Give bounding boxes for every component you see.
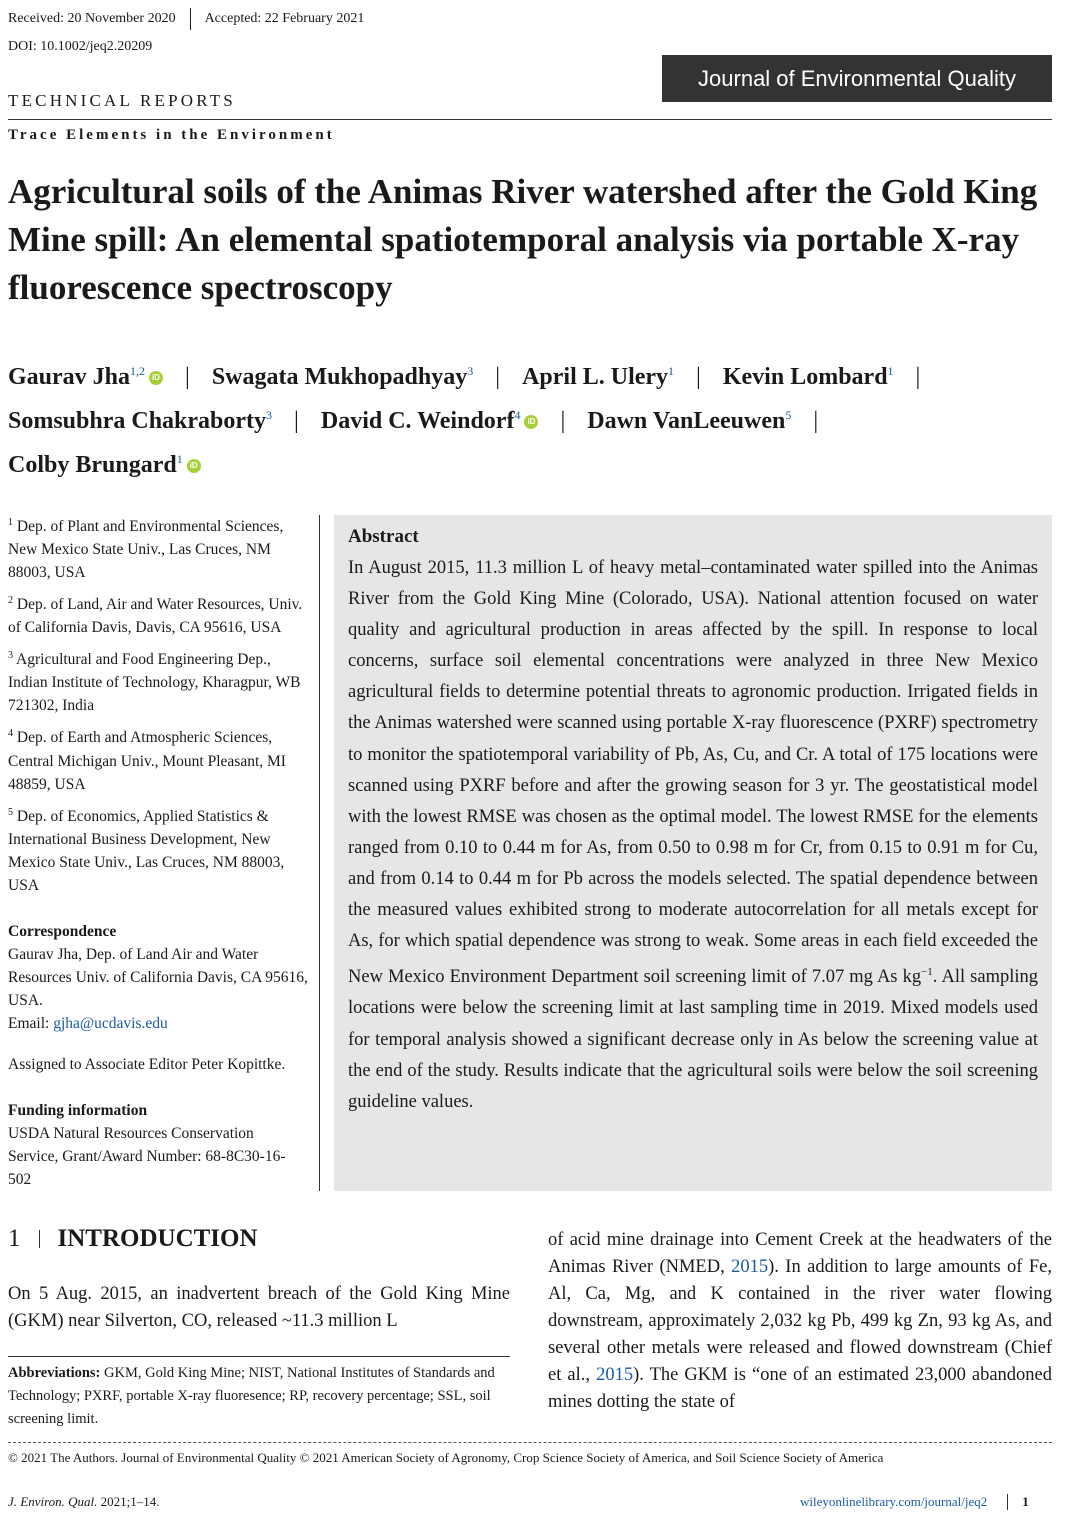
affiliation: $^5$ Dep. of Economics, Applied Statistics & International Business Development, New Mexico State Univ., Las Cruces, NM 88003, USA <box>8 806 285 894</box>
orcid-icon[interactable]: iD <box>187 459 201 473</box>
sidebar-info <box>8 511 308 1196</box>
author[interactable]: David C. Weindorf$^4$ iD <box>321 396 539 440</box>
associate-editor: Assigned to Associate Editor Peter Kopittke. <box>8 1055 286 1073</box>
author-separator: | <box>495 364 501 390</box>
journal-url-link[interactable]: wileyonlinelibrary.com/journal/jeq2 <box>800 1494 988 1509</box>
footer-right <box>800 1494 1029 1510</box>
author-list <box>8 352 1058 484</box>
intro-paragraph-left: On 5 Aug. 2015, an inadvertent breach of the Gold King Mine (GKM) near Silverton, CO, released ~11.3 million L <box>8 1284 510 1331</box>
author[interactable]: Swagata Mukhopadhyay$^3$ <box>211 364 474 390</box>
affiliation: $^4$ Dep. of Earth and Atmospheric Sciences, Central Michigan Univ., Mount Pleasant, MI 48859, USA <box>8 728 286 793</box>
affiliation: $^1$ Dep. of Plant and Environmental Sciences, New Mexico State Univ., Las Cruces, NM 88003, USA <box>8 517 284 582</box>
citation-link[interactable]: 2015 <box>731 1257 769 1277</box>
abbreviations: Abbreviations: GKM, Gold King Mine; NIST, National Institutes of Standards and Technology; PXRF, portable X-ray fluoresence; RP, recovery percentage; SSL, soil screening limit. <box>8 1365 495 1427</box>
correspondence-heading: Correspondence <box>8 922 117 940</box>
doi: DOI: 10.1002/jeq2.20209 <box>8 39 153 54</box>
affiliation: $^2$ Dep. of Land, Air and Water Resources, Univ. of California Davis, Davis, CA 95616, USA <box>8 595 303 637</box>
author[interactable]: Gaurav Jha$^{1,2}$ iD <box>8 352 163 396</box>
orcid-icon[interactable]: iD <box>524 415 538 429</box>
citation-link[interactable]: 2015 <box>596 1365 634 1385</box>
article-title: Agricultural soils of the Animas River watershed after the Gold King Mine spill: An elemental spatiotemporal analysis via portable X-ray fluorescence spectroscopy <box>8 172 1038 307</box>
author[interactable]: Kevin Lombard$^1$ <box>722 364 894 390</box>
received-date: Received: 20 November 2020 <box>8 11 176 26</box>
footer-rule <box>8 1442 1052 1443</box>
introduction-heading: 1 INTRODUCTION <box>8 1225 258 1252</box>
abstract-box <box>334 515 1052 1191</box>
email-link[interactable]: gjha@ucdavis.edu <box>53 1014 168 1032</box>
orcid-icon[interactable]: iD <box>149 371 163 385</box>
abstract-text: In August 2015, 11.3 million L of heavy metal–contaminated water spilled into the Animas River from the Gold King Mine (Colorado, USA). National attention focused on water quality and agricultural production in areas affected by the spill. In response to local concerns, surface soil elemental concentrations were analyzed in three New Mexico agricultural fields to determine potential threats to agronomic production. Irrigated fields in the Animas watershed were scanned using portable X-ray fluorescence (PXRF) spectrometry to monitor the spatiotemporal variability of Pb, As, Cu, and Cr. A total of 175 locations were scanned using PXRF before and after the growing season for 3 yr. The geostatistical model with the lowest RMSE was chosen as the optimal model. The lowest RMSE for the elements ranged from 0.10 to 0.44 m for As, from 0.50 to 0.98 m for Cr, from 0.15 to 0.91 m for Cu, and from 0.14 to 0.44 m for Pb across the models selected. The spatial dependence between the measured values exhibited strong to moderate autocorrelation for all metals except for As, for which spatial dependence was strong to weak. Some areas in each field exceeded the New Mexico Environment Department soil screening limit of 7.07 mg As $kg^{-1}$. All sampling locations were below the screening limit at last sampling time in 2019. Mixed models used for temporal analysis showed a significant decrease only in As below the screening value at the end of the study. Results indicate that the agricultural soils were below the soil screening guideline values. <box>348 558 1038 1112</box>
accepted-date: Accepted: 22 February 2021 <box>204 11 365 26</box>
abbreviations-rule <box>8 1356 510 1357</box>
funding-information: Funding information USDA Natural Resources Conservation Service, Grant/Award Number: 68-8C30-16-502 <box>8 1101 286 1188</box>
author[interactable]: April L. Ulery$^1$ <box>522 364 675 390</box>
funding-heading: Funding information <box>8 1101 148 1119</box>
article-dates <box>8 8 364 30</box>
author-separator: | <box>185 364 190 390</box>
date-separator <box>190 8 191 30</box>
section-label: TECHNICAL REPORTS <box>8 91 236 110</box>
journal-banner: Journal of Environmental Quality <box>662 55 1052 102</box>
intro-paragraph-right: of acid mine drainage into Cement Creek at the headwaters of the Animas River (NMED, 2015). In addition to large amounts of Fe, Al, Ca, Mg, and K contained in the river water flowing downstream, approximately 2,032 kg Pb, 499 kg Zn, 93 kg As, and several other metals were released and flowed downstream (Chief et al., 2015). The GKM is “one of an estimated 23,000 abandoned mines dotting the state of <box>548 1230 1053 1412</box>
subsection-label: Trace Elements in the Environment <box>8 127 335 143</box>
author-separator: | <box>560 408 566 434</box>
page-number: 1 <box>1022 1494 1029 1509</box>
author-separator: | <box>915 364 921 390</box>
citation: J. Environ. Qual. 2021;1–14. <box>8 1494 160 1509</box>
header-rule <box>8 119 1052 120</box>
copyright: © 2021 The Authors. Journal of Environmental Quality © 2021 American Society of Agronomy, Crop Science Society of America, and Soil Science Society of America <box>8 1450 884 1465</box>
author[interactable]: Somsubhra Chakraborty$^3$ <box>8 408 273 434</box>
author-separator: | <box>696 364 701 390</box>
author[interactable]: Colby Brungard$^1$ iD <box>8 440 201 484</box>
correspondence: Correspondence Gaurav Jha, Dep. of Land Air and Water Resources Univ. of California Davis, CA 95616, USA. Email: gjha@ucdavis.edu <box>8 922 308 1032</box>
abstract-heading: Abstract <box>348 526 419 547</box>
author[interactable]: Dawn VanLeeuwen$^5$ <box>587 408 792 434</box>
author-separator: | <box>813 408 819 434</box>
author-separator: | <box>294 408 299 434</box>
column-divider <box>319 515 320 1191</box>
affiliation: $^3$ Agricultural and Food Engineering Dep., Indian Institute of Technology, Kharagpur, WB 721302, India <box>8 650 301 715</box>
